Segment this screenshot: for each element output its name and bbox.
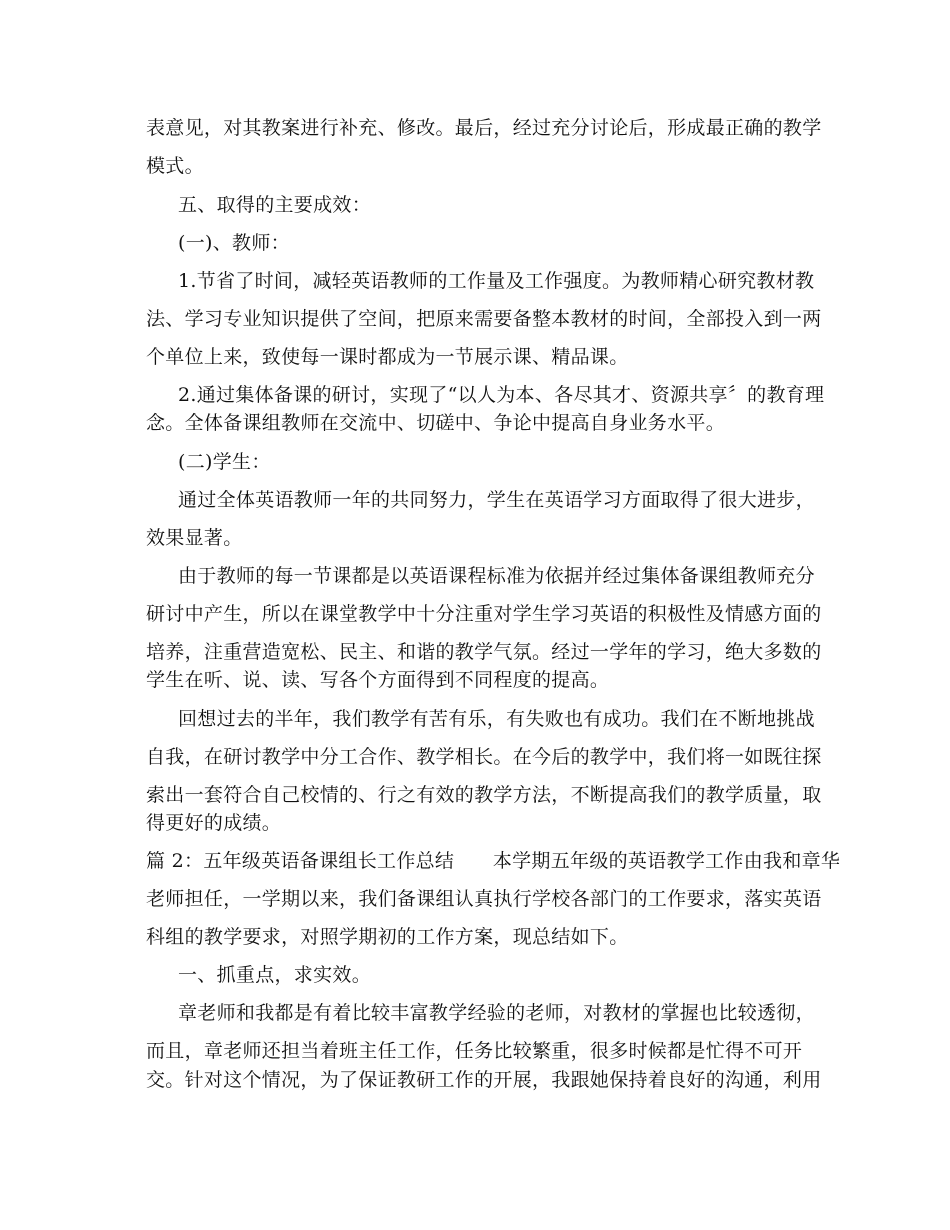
section-heading: 五、取得的主要成效：: [178, 194, 372, 216]
paragraph-line: 自我，在研讨教学中分工合作、教学相长。在今后的教学中，我们将一如既往探: [146, 746, 822, 768]
paragraph-line: 培养，注重营造宽松、民主、和谐的教学气氛。经过一学年的学习，绝大多数的: [146, 641, 822, 663]
paragraph-line: 效果显著。: [146, 527, 243, 549]
paragraph-line: 表意见，对其教案进行补充、修改。最后，经过充分讨论后，形成最正确的教学: [146, 117, 822, 139]
paragraph-line: 1.节省了时间，减轻英语教师的工作量及工作强度。为教师精心研究教材教: [178, 270, 815, 292]
paragraph-line: 索出一套符合自己校情的、行之有效的教学方法，不断提高我们的教学质量，取: [146, 784, 822, 806]
paragraph-line: 学生在听、说、读、写各个方面得到不同程度的提高。: [146, 669, 610, 691]
paragraph-line: 2.通过集体备课的研讨，实现了“以人为本、各尽其才、资源共享〞的教育理: [178, 384, 825, 406]
paragraph-line: 个单位上来，致使每一课时都成为一节展示课、精品课。: [146, 346, 629, 368]
subsection-heading: (二)学生：: [178, 451, 271, 473]
paragraph-line: 而且，章老师还担当着班主任工作，任务比较繁重，很多时候都是忙得不可开: [146, 1040, 803, 1062]
article-title-line: 篇 2：五年级英语备课组长工作总结 本学期五年级的英语教学工作由我和章华: [146, 850, 841, 872]
paragraph-line: 科组的教学要求，对照学期初的工作方案，现总结如下。: [146, 926, 629, 948]
paragraph-line: 章老师和我都是有着比较丰富教学经验的老师，对教材的掌握也比较透彻，: [178, 1002, 815, 1024]
subsection-heading: (一)、教师：: [178, 232, 290, 254]
paragraph-line: 法、学习专业知识提供了空间，把原来需要备整本教材的时间，全部投入到一两: [146, 308, 822, 330]
paragraph-line: 模式。: [146, 155, 204, 177]
paragraph-line: 研讨中产生，所以在课堂教学中十分注重对学生学习英语的积极性及情感方面的: [146, 603, 822, 625]
section-heading: 一、抓重点，求实效。: [178, 964, 372, 986]
paragraph-line: 回想过去的半年，我们教学有苦有乐，有失败也有成功。我们在不断地挑战: [178, 708, 815, 730]
paragraph-line: 念。全体备课组教师在交流中、切磋中、争论中提高自身业务水平。: [146, 412, 726, 434]
paragraph-line: 通过全体英语教师一年的共同努力，学生在英语学习方面取得了很大进步，: [178, 489, 815, 511]
paragraph-line: 由于教师的每一节课都是以英语课程标准为依据并经过集体备课组教师充分: [178, 565, 815, 587]
paragraph-line: 交。针对这个情况，为了保证教研工作的开展，我跟她保持着良好的沟通，利用: [146, 1069, 822, 1091]
paragraph-line: 老师担任，一学期以来，我们备课组认真执行学校各部门的工作要求，落实英语: [146, 888, 822, 910]
paragraph-line: 得更好的成绩。: [146, 812, 282, 834]
